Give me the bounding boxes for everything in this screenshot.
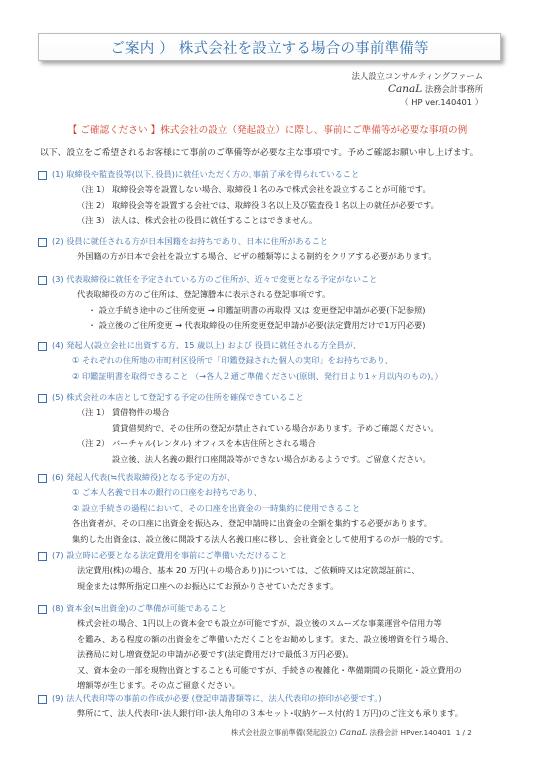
- checkbox-icon[interactable]: [38, 276, 47, 285]
- page-title-text: ご案内 ） 株式会社を設立する場合の事前準備等: [110, 40, 429, 57]
- section-line: を鑑み、ある程度の額の出資金をご準備いただくことをお勧めします。また、設立後増資を行う場合、: [77, 633, 454, 644]
- section-line: 株式会社の場合、1円以上の資本金でも設立が可能ですが、設立後のスムーズな事業運営や信用力等: [77, 618, 442, 629]
- checkbox-icon[interactable]: [38, 605, 47, 614]
- footer-doc: 株式会社設立事前準備(発起設立): [231, 728, 338, 737]
- intro-text: 以下、設立をご希望されるお客様にて事前のご準備等が必要な主な事項です。予めご確認お願い申し上げます。: [40, 148, 479, 158]
- section-line: 増額等が生じます。その点ご留意ください。: [77, 680, 241, 691]
- section-7: [52, 548, 420, 594]
- section-line: 弊所にて、法人代表印･法人銀行印･法人角印の３本セット･収納ケース付(約１万円)のご注文も承ります。: [77, 708, 463, 719]
- section-line: ② 設立手続きの過程において、その口座を出資金の一時集約に使用できること: [72, 502, 361, 513]
- footer-version: HPver.140401: [400, 728, 452, 737]
- section-heading: (7) 設立時に必要となる法定費用を事前にご準備いただけること: [52, 548, 420, 563]
- section-heading: (8) 資本金(≒出資金)のご準備が可能であること: [52, 601, 462, 616]
- page-footer: [231, 728, 472, 738]
- section-heading: (2) 役員に就任される方が日本国籍をお持ちであり、日本に住所があること: [52, 234, 437, 249]
- section-line: ① ご本人名義で日本の銀行の口座をお持ちであり、: [72, 487, 262, 498]
- section-8: [52, 601, 462, 693]
- firm-version: （ HP ver.140401 ）: [400, 97, 483, 107]
- section-heading: (1) 取締役や監査役等(以下､役員)に就任いただく方の､事前了承を得られていること: [52, 167, 439, 182]
- checkbox-icon[interactable]: [38, 394, 47, 403]
- section-line: 法務局に対し増資登記の申請が必要です(法定費用だけで最低３万円必要)。: [77, 649, 354, 660]
- section-6: [52, 470, 448, 547]
- section-line: （注 2） バーチャル(レンタル) オフィスを本店住所とされる場合: [77, 438, 316, 449]
- section-line: （注 1） 取締役会等を設置しない場合、取締役１名のみで株式会社を設立することが可能です。: [77, 184, 431, 195]
- section-line: ・ 設立後のご住所変更 → 代表取締役の住所変更登記申請が必要(法定費用だけで1万円必要): [88, 320, 426, 331]
- section-line: 現金または弊所指定口座へのお振込にてお預かりさせていただきます。: [77, 580, 339, 591]
- section-line: 法定費用(株)の場合、基本 20 万円(＋の場合あり))については、ご依頼時又は定款認証前に、: [77, 565, 420, 576]
- section-line: 又、資本金の一部を現物出資とすることも可能ですが、手続きの複雑化・準備期間の長期化・設立費用の: [77, 664, 462, 675]
- checkbox-icon[interactable]: [38, 474, 47, 483]
- section-line: 設立後、法人名義の銀行口座開設等ができない場合があるようです。ご留意ください。: [112, 453, 431, 464]
- section-line: ① それぞれの住所地の市町村区役所で「印鑑登録された個人の実印」をお持ちであり、: [72, 355, 393, 366]
- section-4: [52, 338, 443, 384]
- section-line: 代表取締役の方のご住所は、登記簿謄本に表示される登記事項です。: [77, 289, 331, 300]
- footer-brand-suffix: 法務会計: [369, 728, 399, 737]
- section-line: 外国籍の方が日本で会社を設立する場合、ビザの種類等による制約をクリアする必要があります。: [77, 251, 437, 262]
- page-title: [38, 33, 501, 61]
- section-line: 各出資者が、その口座に出資金を振込み、登記申請時に出資金の全額を集約する必要があります。: [72, 518, 433, 529]
- section-heading: (9) 法人代表印等の事前の作成が必要 (登記申請書類等に、法人代表印の捺印が必要です。): [52, 691, 463, 706]
- section-line: ・ 設立手続き途中のご住所変更 → 印鑑証明書の再取得 又は 変更登記申請が必要(下記参照): [88, 304, 426, 315]
- footer-brand: CanaL: [339, 728, 368, 738]
- firm-info: [352, 70, 483, 109]
- section-line: （注 3） 法人は、株式会社の役員に就任することはできません。: [77, 215, 318, 226]
- section-heading: (3) 代表取締役に就任を予定されている方のご住所が、近々で変更となる予定がないこと: [52, 272, 425, 287]
- checkbox-icon[interactable]: [38, 171, 47, 180]
- section-line: 集約した出資金は、設立後に開設する法人名義口座に移し、会社資金として使用するのが一般的です。: [72, 533, 448, 544]
- page-number: 1 / 2: [455, 728, 472, 737]
- section-line: ② 印鑑証明書を取得できること （→各人２通ご準備ください(原則、発行日より1ヶ月以内のもの)。）: [72, 370, 443, 381]
- firm-brand-suffix: 法務会計事務所: [424, 84, 483, 94]
- checkbox-icon[interactable]: [38, 238, 47, 247]
- section-2: [52, 234, 437, 265]
- checkbox-icon[interactable]: [38, 552, 47, 561]
- firm-tagline: 法人設立コンサルティングファーム: [351, 71, 483, 81]
- section-heading: (6) 発起人代表(≒代表取締役)となる予定の方が、: [52, 470, 448, 485]
- firm-brand: CanaL: [387, 83, 423, 95]
- section-line: 賃貸借契約で、その住所の登記が禁止されている場合があります。予めご確認ください。: [112, 422, 439, 433]
- section-line: （注 1） 賃借物件の場合: [77, 407, 170, 418]
- firm-name: [352, 83, 483, 96]
- checkbox-icon[interactable]: [38, 695, 47, 704]
- section-1: [52, 167, 439, 229]
- checkbox-icon[interactable]: [38, 342, 47, 351]
- notice-heading: 【 ご確認ください 】株式会社の設立（発起設立）に際し、事前にご準備等が必要な事項の例: [67, 125, 468, 136]
- section-heading: (5) 株式会社の本店として登記する予定の住所を確保できていること: [52, 390, 439, 405]
- section-5: [52, 390, 439, 467]
- section-line: （注 2） 取締役会等を設置する会社では、取締役３名以上及び監査役１名以上の就任が必要です。: [77, 199, 439, 210]
- section-3: [52, 272, 425, 334]
- section-heading: (4) 発起人(設立会社に出資する方、15 歳以上) および 役員に就任される方全員が、: [52, 338, 443, 353]
- section-9: [52, 691, 463, 722]
